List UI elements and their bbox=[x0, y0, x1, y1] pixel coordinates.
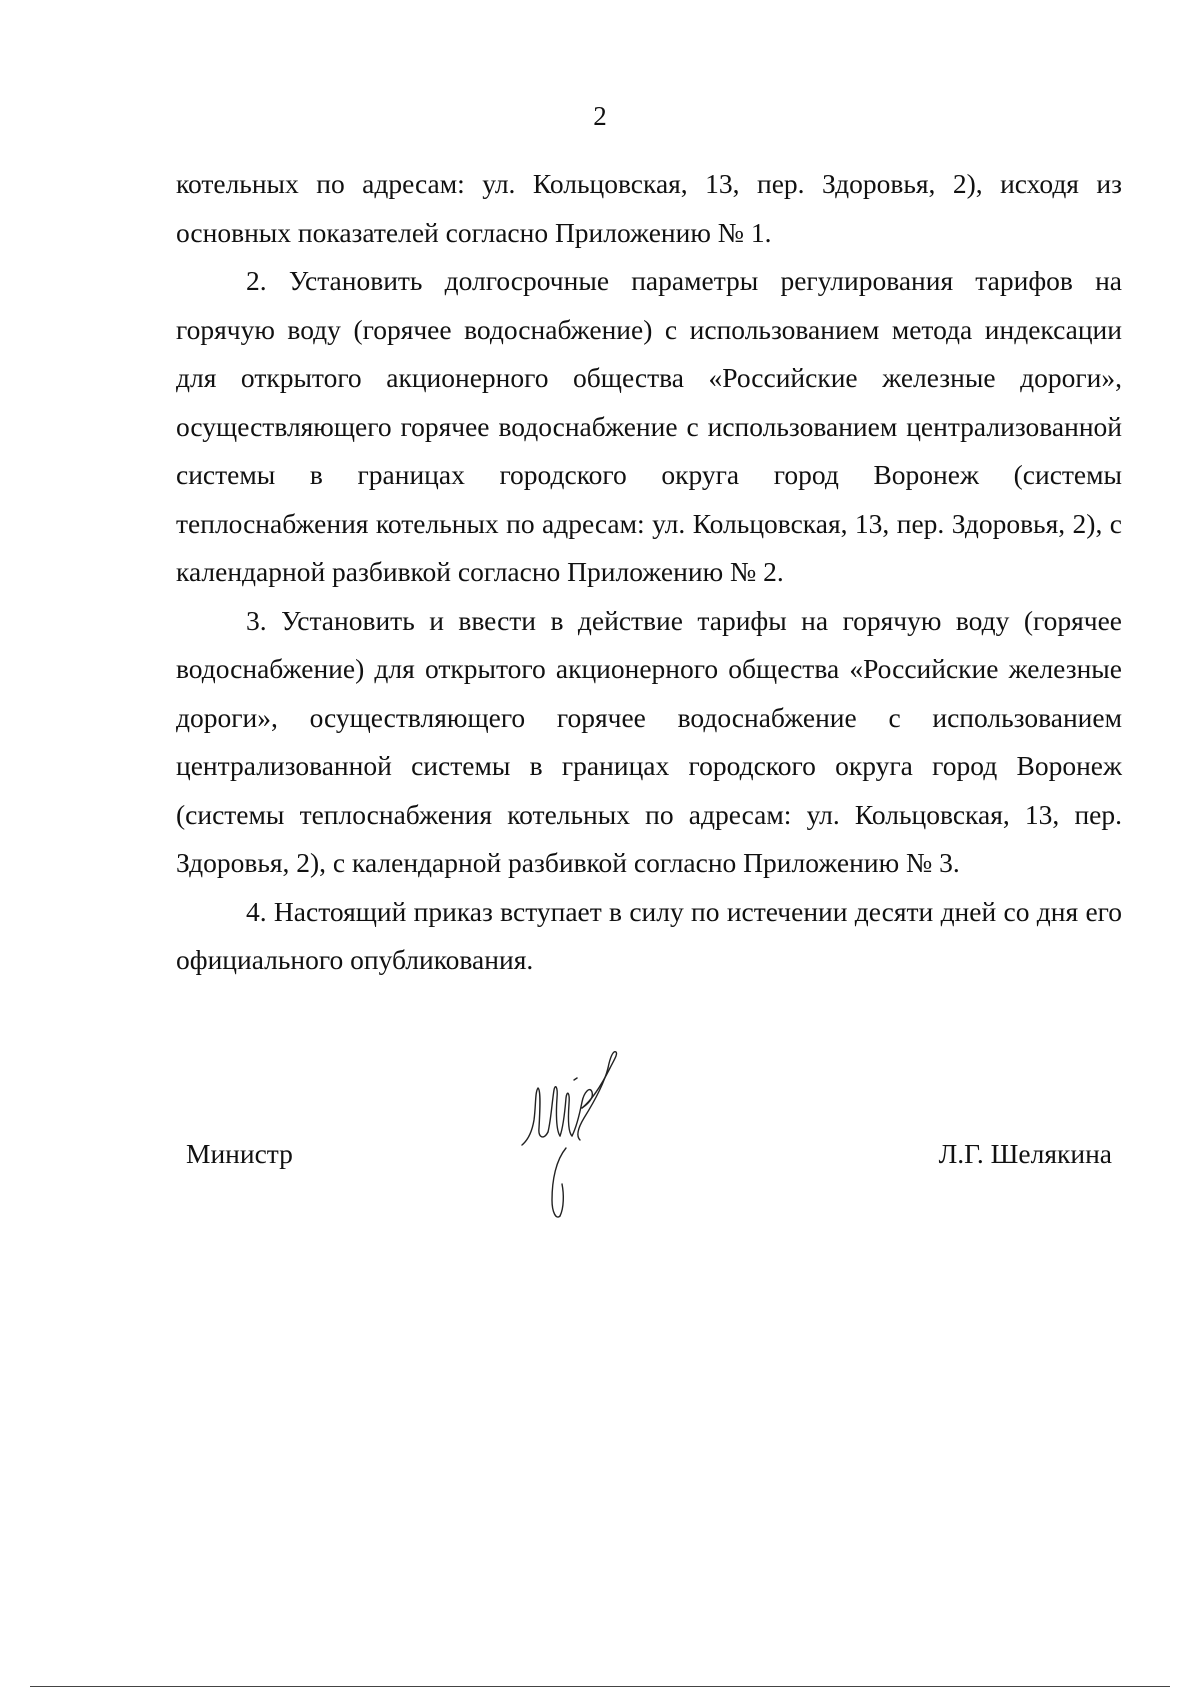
handwritten-signature bbox=[520, 1040, 640, 1240]
paragraph-item-2: 2. Установить долгосрочные параметры регулирования тарифов на горячую воду (горячее водоснабжение) с использованием метода индексации для открытого акционерного общества «Российские железные дороги», осуществляющего горячее водоснабжение с использованием централизованной системы в границах городского округа город Воронеж (системы теплоснабжения котельных по адресам: ул. Кольцовская, 13, пер. Здоровья, 2), с календарной разбивкой согласно Приложению № 2. bbox=[176, 265, 1122, 587]
bottom-page-rule bbox=[30, 1686, 1170, 1687]
paragraph-item-3: 3. Установить и ввести в действие тарифы на горячую воду (горячее водоснабжение) для открытого акционерного общества «Российские железные дороги», осуществляющего горячее водоснабжение с использованием централизованной системы в границах городского округа город Воронеж (системы теплоснабжения котельных по адресам: ул. Кольцовская, 13, пер. Здоровья, 2), с календарной разбивкой согласно Приложению № 3. bbox=[176, 604, 1122, 878]
paragraph-item-4: 4. Настоящий приказ вступает в силу по истечении десяти дней со дня его официального опубликования. bbox=[176, 895, 1122, 975]
paragraph-continuation: котельных по адресам: ул. Кольцовская, 13, пер. Здоровья, 2), исходя из основных показателей согласно Приложению № 1. bbox=[176, 168, 1122, 248]
signature-block bbox=[0, 1040, 1200, 1240]
signatory-name: Л.Г. Шелякина bbox=[938, 1138, 1112, 1169]
document-body bbox=[176, 160, 1122, 985]
signatory-role: Министр bbox=[186, 1138, 293, 1169]
page-number: 2 bbox=[593, 101, 607, 131]
